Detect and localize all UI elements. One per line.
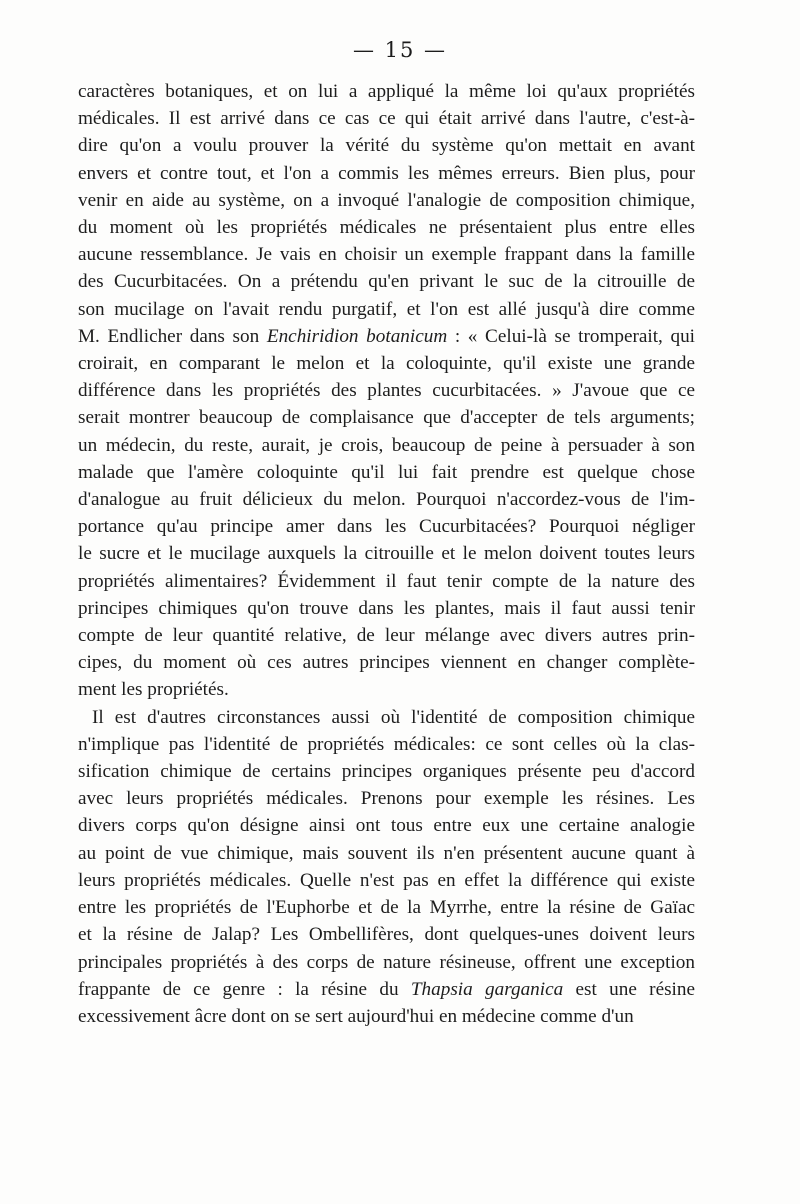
- text-line: [78, 132, 695, 159]
- italic-title: Thapsia garganica: [410, 978, 564, 1000]
- text-segment: caractères botaniques, et on lui a appliqué la même loi qu'aux propriétés: [78, 81, 695, 102]
- text-line: [78, 513, 695, 540]
- text-line: [78, 568, 695, 595]
- text-segment: avec leurs propriétés médicales. Prenons pour exemple les résines. Les: [78, 788, 695, 810]
- text-line: [78, 731, 695, 758]
- text-line: [78, 622, 695, 649]
- text-segment: est une résine: [563, 978, 695, 1000]
- text-line: [78, 894, 695, 921]
- text-segment: sification chimique de certains principes organiques présente peu d'accord: [78, 761, 695, 783]
- text-segment: son mucilage on l'avait rendu purgatif, et l'on est allé jusqu'à dire comme: [78, 298, 695, 320]
- text-line: [78, 540, 695, 567]
- text-segment: au point de vue chimique, mais souvent ils n'en présentent aucune quant à: [78, 842, 695, 864]
- text-segment: principes chimiques qu'on trouve dans les plantes, mais il faut aussi tenir: [78, 597, 695, 619]
- text-line: [78, 1003, 695, 1030]
- text-segment: propriétés alimentaires? Évidemment il faut tenir compte de la nature des: [78, 570, 695, 592]
- text-segment: : « Celui-là se tromperait, qui: [447, 325, 696, 347]
- text-line: [78, 432, 695, 459]
- text-segment: Il est d'autres circonstances aussi où l'identité de composition chimique: [92, 706, 695, 728]
- text-segment: cipes, du moment où ces autres principes viennent en changer complète-: [78, 652, 695, 674]
- text-segment: et la résine de Jalap? Les Ombellifères, dont quelques-unes doivent leurs: [78, 924, 695, 946]
- text-segment: médicales. Il est arrivé dans ce cas ce qui était arrivé dans l'autre, c'est-à-: [78, 108, 695, 130]
- text-line: [78, 350, 695, 377]
- text-segment: le sucre et le mucilage auxquels la citrouille et le melon doivent toutes leurs: [78, 543, 695, 565]
- text-line: [78, 758, 695, 785]
- text-segment: frappante de ce genre : la résine du: [78, 978, 411, 1000]
- text-segment: excessivement âcre dont on se sert aujourd'hui en médecine comme d'un: [78, 1005, 634, 1027]
- text-line: [78, 486, 695, 513]
- text-line: [78, 649, 695, 676]
- text-segment: entre les propriétés de l'Euphorbe et de la Myrrhe, entre la résine de Gaïac: [78, 897, 695, 919]
- paragraph: [78, 78, 695, 704]
- text-segment: envers et contre tout, et l'on a commis les mêmes erreurs. Bien plus, pour: [78, 162, 695, 184]
- text-line: [78, 323, 695, 350]
- text-segment: croirait, en comparant le melon et la coloquinte, qu'il existe une grande: [78, 353, 695, 375]
- text-line: [78, 187, 695, 214]
- text-segment: leurs propriétés médicales. Quelle n'est pas en effet la différence qui existe: [78, 869, 695, 891]
- text-line: [78, 976, 695, 1003]
- text-line: [78, 404, 695, 431]
- text-segment: M. Endlicher dans son: [78, 325, 267, 347]
- text-segment: dire qu'on a voulu prouver la vérité du système qu'on mettait en avant: [78, 135, 695, 157]
- text-line: [78, 867, 695, 894]
- text-segment: principales propriétés à des corps de nature résineuse, offrent une exception: [78, 951, 695, 973]
- text-line: [78, 704, 695, 731]
- text-segment: des Cucurbitacées. On a prétendu qu'en privant le suc de la citrouille de: [78, 271, 695, 293]
- text-line: [78, 785, 695, 812]
- text-segment: ment les propriétés.: [78, 679, 229, 701]
- text-line: [78, 268, 695, 295]
- text-line: [78, 812, 695, 839]
- text-line: [78, 676, 695, 703]
- text-segment: du moment où les propriétés médicales ne présentaient plus entre elles: [78, 217, 695, 239]
- text-line: [78, 296, 695, 323]
- text-line: [78, 921, 695, 948]
- text-line: [78, 377, 695, 404]
- text-segment: compte de leur quantité relative, de leur mélange avec divers autres prin-: [78, 625, 695, 647]
- page-number: — 15 —: [352, 38, 448, 62]
- body-text: [78, 78, 695, 1030]
- text-segment: aucune ressemblance. Je vais en choisir un exemple frappant dans la famille: [78, 244, 695, 266]
- text-segment: n'implique pas l'identité de propriétés médicales: ce sont celles où la clas-: [78, 733, 695, 755]
- text-segment: un médecin, du reste, aurait, je crois, beaucoup de peine à persuader à son: [78, 434, 695, 456]
- text-line: [78, 214, 695, 241]
- text-line: [78, 840, 695, 867]
- text-segment: venir en aide au système, on a invoqué l'analogie de composition chimique,: [78, 189, 695, 211]
- text-line: [78, 459, 695, 486]
- text-segment: différence dans les propriétés des plantes cucurbitacées. » J'avoue que ce: [78, 380, 695, 402]
- paragraph: [78, 704, 695, 1030]
- text-line: [78, 105, 695, 132]
- text-segment: portance qu'au principe amer dans les Cucurbitacées? Pourquoi négliger: [78, 516, 695, 538]
- italic-title: Enchiridion botanicum: [266, 325, 448, 347]
- text-line: [78, 949, 695, 976]
- text-segment: d'analogue au fruit délicieux du melon. Pourquoi n'accordez-vous de l'im-: [78, 489, 695, 511]
- text-line: [78, 160, 695, 187]
- text-segment: serait montrer beaucoup de complaisance que d'accepter de tels arguments;: [78, 407, 695, 429]
- text-line: [78, 241, 695, 268]
- text-segment: malade que l'amère coloquinte qu'il lui fait prendre est quelque chose: [78, 461, 695, 483]
- text-segment: divers corps qu'on désigne ainsi ont tous entre eux une certaine analogie: [78, 815, 695, 837]
- text-line: [78, 78, 695, 105]
- text-line: [78, 595, 695, 622]
